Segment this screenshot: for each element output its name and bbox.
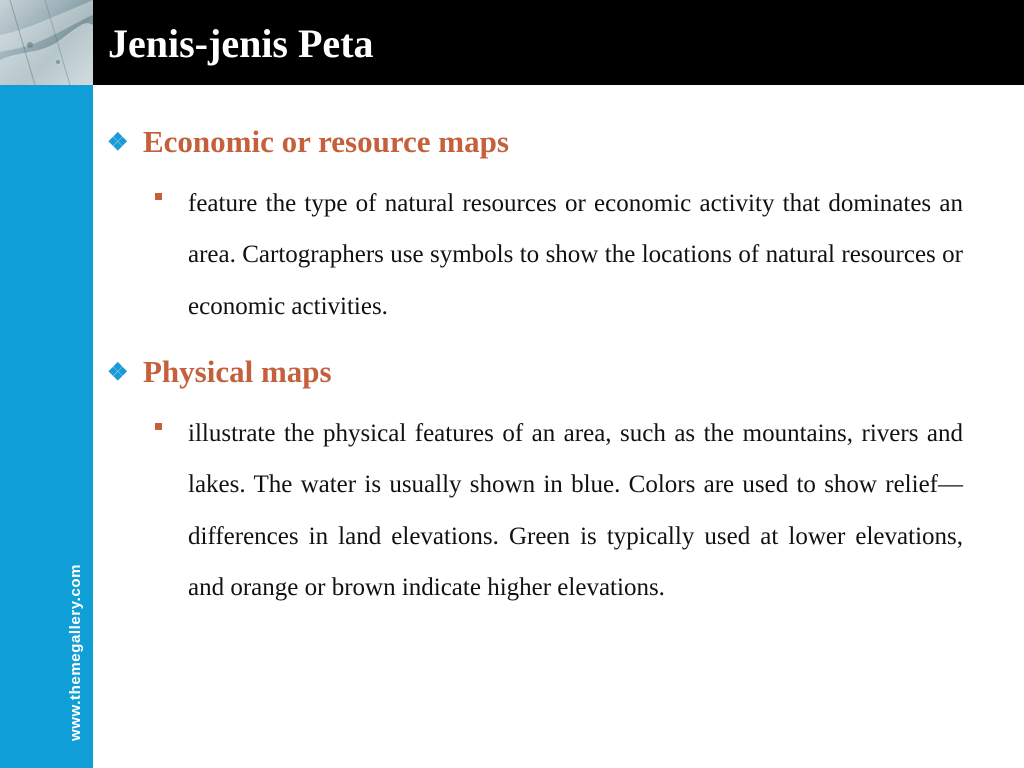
square-bullet-icon (155, 193, 162, 200)
section-body-physical (155, 408, 963, 613)
header-photo (0, 0, 93, 85)
section-heading-economic (107, 126, 509, 157)
diamond-bullet-icon: ❖ (107, 130, 129, 156)
slide-title: Jenis-jenis Peta (108, 21, 374, 66)
section-heading-text: Physical maps (143, 354, 332, 389)
sidebar-url-text: www.themegallery.com (67, 563, 84, 741)
section-heading-text: Economic or resource maps (143, 124, 509, 159)
map-photo-icon (0, 0, 93, 85)
section-body-text: illustrate the physical features of an area, such as the mountains, rivers and lakes. The water is usually shown in blue. Colors are used to show relief—differences in land elevations. Green is typically used at lower elevations, and orange or brown indicate higher elevations. (188, 420, 963, 601)
square-bullet-icon (155, 423, 162, 430)
section-body-text: feature the type of natural resources or economic activity that dominates an area. Cartographers use symbols to show the locations of natural resources or economic activities. (188, 190, 963, 320)
section-heading-physical (107, 356, 332, 387)
diamond-bullet-icon: ❖ (107, 360, 129, 386)
section-body-economic (155, 178, 963, 332)
